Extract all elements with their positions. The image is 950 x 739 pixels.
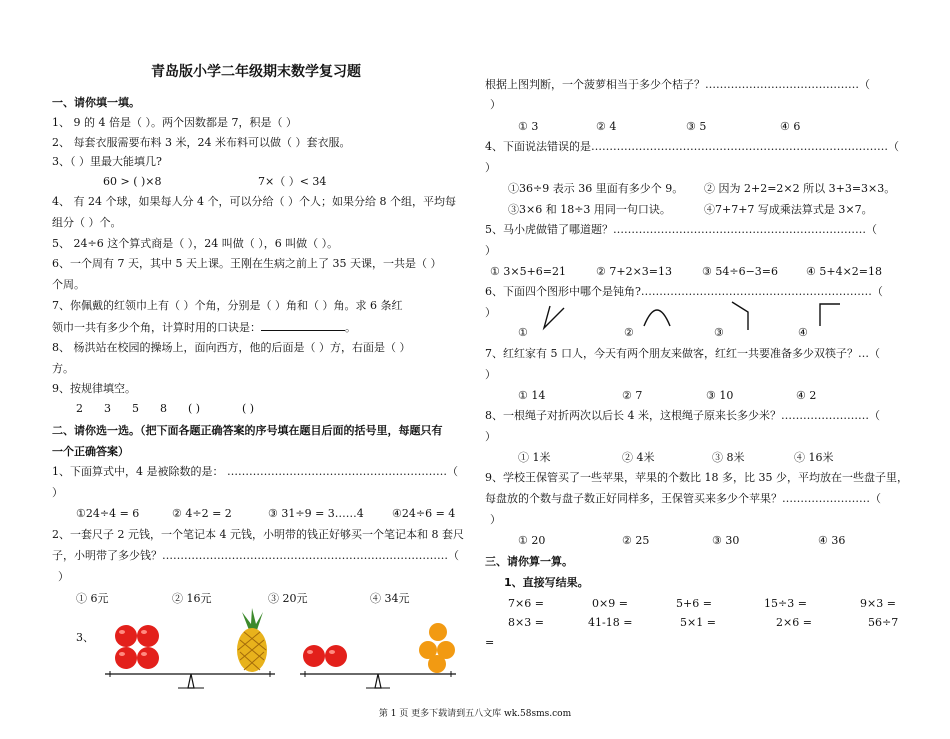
apple-icon (137, 647, 159, 669)
r7-option-1: ① 20 (518, 534, 546, 547)
q8-text-2: 方。 (52, 362, 74, 375)
r6-option-2: ② 4米 (622, 451, 655, 464)
q9-seq-6: ( ) (242, 402, 255, 415)
angle-figures (540, 300, 840, 340)
apple-icon (115, 647, 137, 669)
q6-text-2: 个周。 (52, 278, 85, 291)
orange-icon (429, 623, 447, 641)
q8-text-1: 8、 杨洪站在校园的操场上，面向西方，他的后面是（ ）方，右面是（ ） (52, 341, 411, 354)
balance-scale-figure (100, 608, 470, 698)
pineapple-icon (237, 608, 267, 672)
r7-text-1: 9、学校王保管买了一些苹果，苹果的个数比 18 多，比 35 少，平均放在一些盘子里， (485, 471, 908, 484)
r1-option-2: ② 4 (596, 120, 617, 133)
r7-option-2: ② 25 (622, 534, 650, 547)
calc-item: 8×3 = (508, 616, 544, 629)
section3-subheading: 1、直接写结果。 (504, 576, 589, 589)
apple-icon (325, 645, 347, 667)
c1-option-2: ② 4÷2 = 2 (172, 507, 232, 520)
q4-text-1: 4、 有 24 个球，如果每人分 4 个，可以分给（ ）个人；如果分给 8 个组，平均每 (52, 195, 456, 208)
angle-shape-4 (820, 304, 840, 326)
c2-option-3: ③ 20元 (268, 592, 308, 605)
q5-text: 5、 24÷6 这个算式商是（ ），24 叫做（ ），6 叫做（ ）。 (52, 237, 339, 250)
r5-option-1: ① 14 (518, 389, 546, 402)
answer-blank (261, 320, 345, 331)
calc-item: 5×1 = (680, 616, 716, 629)
calc-item: 15÷3 = (764, 597, 807, 610)
c2-option-1: ① 6元 (76, 592, 109, 605)
r3-option-4: ④ 5+4×2=18 (806, 265, 883, 278)
q6-text-1: 6、一个周有 7 天，其中 5 天上课。王刚在生病之前上了 35 天课，一共是（ ） (52, 257, 442, 270)
c1-option-3: ③ 31÷9 = 3……4 (268, 507, 364, 520)
apples-group-2 (303, 645, 347, 667)
r5-text-end: ） (485, 368, 496, 381)
r1-text-end: ） (490, 98, 501, 111)
r7-text-end: ） (490, 513, 501, 526)
q9-seq-4: 8 (160, 402, 167, 415)
q9-seq-2: 3 (104, 402, 111, 415)
r7-text-2: 每盘放的个数与盘子数正好同样多，王保管买来多少个苹果？……………………（ (485, 492, 881, 505)
q2-text: 2、 每套衣服需要布料 3 米，24 米布料可以做（ ）套衣服。 (52, 136, 351, 149)
q3b-text: 7×（ ）< 34 (258, 175, 327, 188)
r7-option-3: ③ 30 (712, 534, 740, 547)
r5-option-4: ④ 2 (796, 389, 817, 402)
c2-text-1: 2、一套尺子 2 元钱，一个笔记本 4 元钱，小明带的钱正好够买一个笔记本和 8 套尺 (52, 528, 464, 541)
r1-option-4: ④ 6 (780, 120, 801, 133)
apple-icon (303, 645, 325, 667)
q9-seq-3: 5 (132, 402, 139, 415)
r1-option-1: ① 3 (518, 120, 539, 133)
r6-text: 8、一根绳子对折两次以后长 4 米，这根绳子原来长多少米？……………………（ (485, 409, 880, 422)
calc-item-overflow: = (485, 636, 495, 649)
oranges-group (419, 623, 455, 673)
c1-option-1: ①24÷4 = 6 (76, 507, 140, 520)
calc-item: 7×6 = (508, 597, 544, 610)
r3-option-3: ③ 54÷6−3=6 (702, 265, 779, 278)
r6-option-1: ① 1米 (518, 451, 551, 464)
calc-item: 41-18 = (588, 616, 633, 629)
q9-seq-1: 2 (76, 402, 83, 415)
r4-option-3: ③ (714, 326, 724, 339)
balance-scale-2 (300, 671, 456, 688)
c1-option-4: ④24÷6 = 4 (392, 507, 456, 520)
q9-text: 9、按规律填空。 (52, 382, 136, 395)
q1-text: 1、 9 的 4 倍是（ ）。两个因数都是 7，积是（ ） (52, 116, 297, 129)
q9-seq-5: ( ) (188, 402, 201, 415)
page-title: 青岛版小学二年级期末数学复习题 (151, 64, 361, 80)
q3a-text: 60 > ( )×8 (103, 175, 162, 188)
apple-icon (137, 625, 159, 647)
q7-text-1: 7、你佩戴的红领巾上有（ ）个角，分别是（ ）角和（ ）角。求 6 条红 (52, 299, 403, 312)
c3-label: 3、 (76, 631, 94, 644)
section3-heading: 三、请你算一算。 (485, 555, 573, 568)
r7-option-4: ④ 36 (818, 534, 846, 547)
r4-text: 6、下面四个图形中哪个是钝角?………………………………………………………（ (485, 285, 883, 298)
apples-group-1 (115, 625, 159, 669)
c2-option-4: ④ 34元 (370, 592, 410, 605)
r4-option-2: ② (624, 326, 634, 339)
r3-option-1: ① 3×5+6=21 (490, 265, 567, 278)
r6-text-end: ） (485, 430, 496, 443)
section2-heading-1: 二、请你选一选。（把下面各题正确答案的序号填在题目后面的括号里，每题只有 (52, 424, 443, 437)
q3-text: 3、（ ）里最大能填几? (52, 155, 162, 168)
calc-item: 2×6 = (776, 616, 812, 629)
r5-option-3: ③ 10 (706, 389, 734, 402)
r2-option-1: ①36÷9 表示 36 里面有多少个 9。 (508, 182, 684, 195)
r2-text: 4、下面说法错误的是………………………………………………………………………（ (485, 140, 899, 153)
r5-text: 7、红红家有 5 口人，今天有两个朋友来做客，红红一共要准备多少双筷子？…（ (485, 347, 880, 360)
calc-item: 0×9 = (592, 597, 628, 610)
r4-option-4: ④ (798, 326, 808, 339)
r3-text: 5、马小虎做错了哪道题？……………………………………………………………（ (485, 223, 877, 236)
section1-heading: 一、请你填一填。 (52, 96, 140, 109)
c2-text-2: 子，小明带了多少钱？……………………………………………………………………（ (52, 549, 459, 562)
c2-text-end: ） (58, 570, 69, 583)
r2-option-2: ② 因为 2+2=2×2 所以 3+3=3×3。 (704, 182, 896, 195)
r4-option-1: ① (518, 326, 528, 339)
angle-shape-1 (544, 306, 564, 328)
balance-scale-1 (105, 671, 275, 688)
calc-item: 5+6 = (676, 597, 712, 610)
r2-text-end: ） (485, 161, 496, 174)
q7-text-2-label: 领巾一共有多少个角，计算时用的口诀是： (52, 321, 261, 334)
c1-text-end: ） (52, 486, 63, 499)
calc-item: 56÷7 (868, 616, 899, 629)
r6-option-4: ④ 16米 (794, 451, 834, 464)
q4-text-2: 组分（ ）个。 (52, 216, 122, 229)
r2-option-4: ④7+7+7 写成乘法算式是 3×7。 (704, 203, 873, 216)
apple-icon (115, 625, 137, 647)
c1-text: 1、下面算式中，4 是被除数的是： ……………………………………………………（ (52, 465, 458, 478)
angle-shape-2 (644, 310, 670, 326)
calc-item: 9×3 = (860, 597, 896, 610)
r3-text-end: ） (485, 244, 496, 257)
r1-option-3: ③ 5 (686, 120, 707, 133)
section2-heading-2: 一个正确答案） (52, 445, 129, 458)
r5-option-2: ② 7 (622, 389, 643, 402)
angle-shape-3 (732, 302, 748, 330)
r4-text-end: ） (485, 306, 496, 319)
r2-option-3: ③3×6 和 18÷3 用同一句口诀。 (508, 203, 671, 216)
c2-option-2: ② 16元 (172, 592, 212, 605)
q7-text-2 (52, 320, 356, 335)
q7-text-2-end: 。 (345, 321, 356, 334)
r6-option-3: ③ 8米 (712, 451, 745, 464)
orange-icon (428, 655, 446, 673)
r3-option-2: ② 7+2×3=13 (596, 265, 673, 278)
r1-text: 根据上图判断，一个菠萝相当于多少个桔子？……………………………………（ (485, 78, 870, 91)
page-footer: 第 1 页 更多下载请到五八文库 wk.58sms.com (378, 709, 572, 719)
